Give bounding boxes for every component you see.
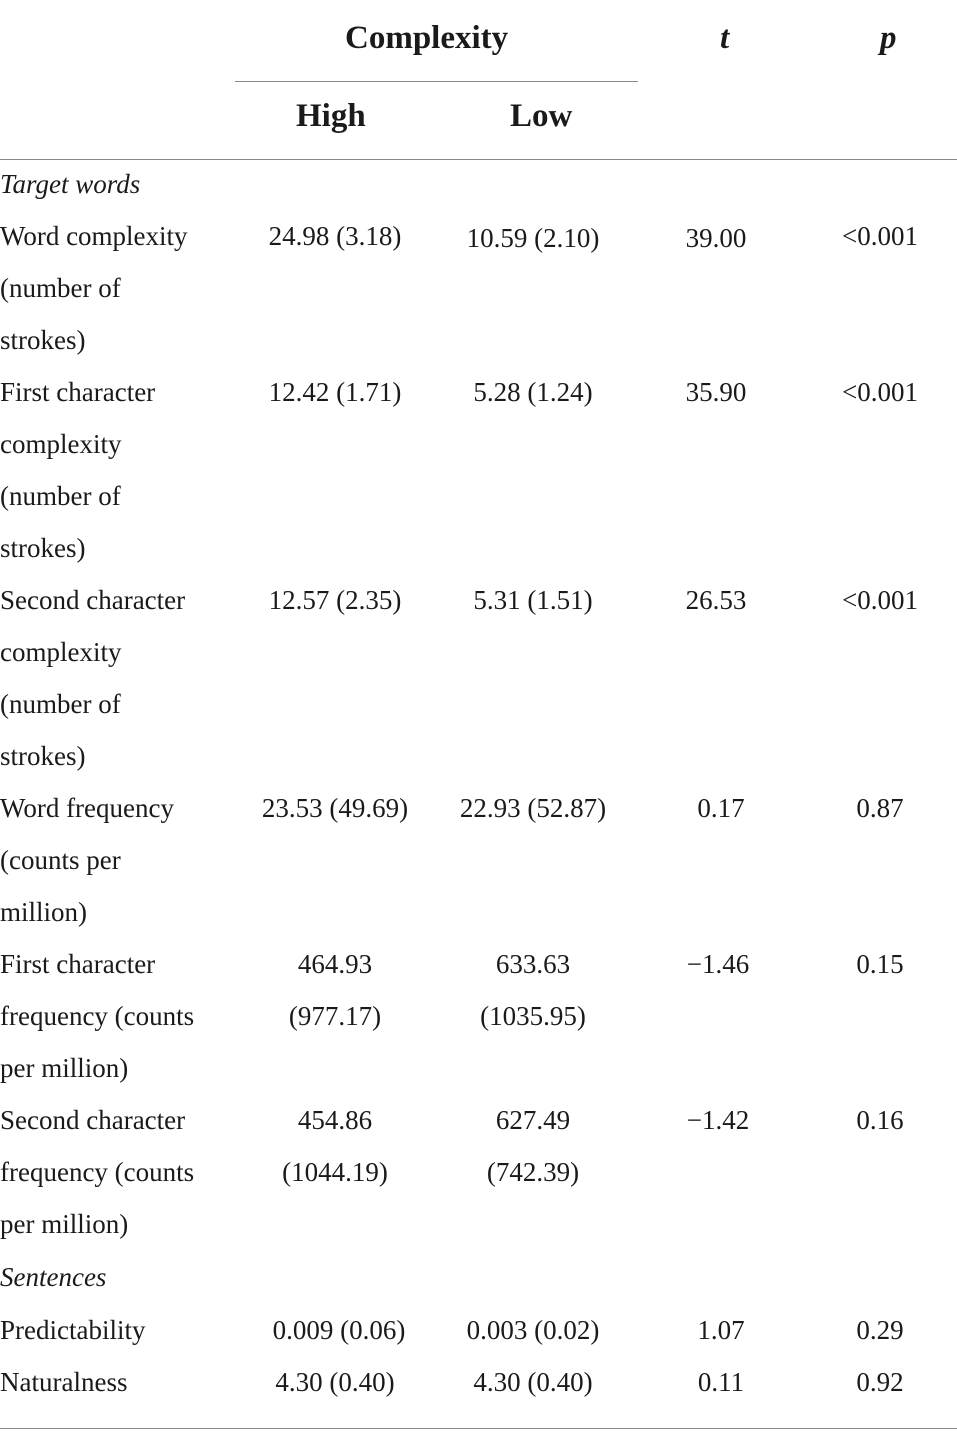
cell-p: 0.29 xyxy=(856,1315,904,1345)
cell-t: −1.46 xyxy=(686,949,750,979)
cell-high: 24.98 (3.18) xyxy=(268,221,402,251)
cell-high: 23.53 (49.69) xyxy=(261,793,409,823)
header-t: t xyxy=(720,20,730,56)
cell-high: (1044.19) xyxy=(282,1157,388,1187)
cell-low: (1035.95) xyxy=(480,1001,586,1031)
row-label-line: complexity xyxy=(0,429,122,459)
cell-t: 35.90 xyxy=(685,377,747,407)
row-label-line: strokes) xyxy=(0,741,86,771)
cell-low: 4.30 (0.40) xyxy=(473,1367,593,1397)
row-label-line: Naturalness xyxy=(0,1367,128,1397)
row-label-line: First character xyxy=(0,377,156,407)
row-label-line: Predictability xyxy=(0,1315,146,1345)
cell-high: 12.42 (1.71) xyxy=(268,377,402,407)
row-label-line: complexity xyxy=(0,637,122,667)
row-label-line: frequency (counts xyxy=(0,1001,195,1031)
header-complexity: Complexity xyxy=(345,20,509,56)
cell-low: 633.63 xyxy=(495,949,571,979)
cell-p: <0.001 xyxy=(842,221,918,251)
cell-p: 0.87 xyxy=(856,793,904,823)
row-label-line: (number of xyxy=(0,481,121,511)
cell-t: −1.42 xyxy=(686,1105,750,1135)
row-label-line: strokes) xyxy=(0,533,86,563)
header-p: p xyxy=(880,20,897,56)
cell-t: 0.11 xyxy=(697,1367,745,1397)
row-label-line: First character xyxy=(0,949,156,979)
cell-high: 454.86 xyxy=(297,1105,373,1135)
cell-t: 1.07 xyxy=(697,1315,745,1345)
row-label-line: Word frequency xyxy=(0,793,174,823)
complexity-underline xyxy=(235,81,638,82)
row-label-line: (number of xyxy=(0,273,121,303)
cell-high: 464.93 xyxy=(297,949,373,979)
bottom-rule xyxy=(0,1428,957,1429)
cell-p: 0.16 xyxy=(856,1105,904,1135)
section-sentences: Sentences xyxy=(0,1262,107,1292)
header-rule xyxy=(0,159,957,160)
row-label-line: Word complexity xyxy=(0,221,188,251)
cell-p: 0.92 xyxy=(856,1367,904,1397)
row-label-line: per million) xyxy=(0,1209,129,1239)
row-label-line: per million) xyxy=(0,1053,129,1083)
cell-low: 10.59 (2.10) xyxy=(466,223,600,253)
header-low: Low xyxy=(510,98,573,134)
cell-t: 0.17 xyxy=(697,793,745,823)
header-high: High xyxy=(296,98,366,134)
row-label-line: (counts per xyxy=(0,845,121,875)
cell-low: 22.93 (52.87) xyxy=(459,793,607,823)
cell-low: 5.31 (1.51) xyxy=(473,585,593,615)
cell-t: 39.00 xyxy=(685,223,747,253)
row-label-line: Second character xyxy=(0,1105,186,1135)
cell-low: 0.003 (0.02) xyxy=(466,1315,600,1345)
cell-p: <0.001 xyxy=(842,377,918,407)
cell-low: 5.28 (1.24) xyxy=(473,377,593,407)
row-label-line: (number of xyxy=(0,689,121,719)
section-target-words: Target words xyxy=(0,169,141,199)
cell-p: 0.15 xyxy=(856,949,904,979)
cell-high: 12.57 (2.35) xyxy=(268,585,402,615)
cell-high: 0.009 (0.06) xyxy=(272,1315,406,1345)
row-label-line: frequency (counts xyxy=(0,1157,195,1187)
cell-high: 4.30 (0.40) xyxy=(275,1367,395,1397)
row-label-line: Second character xyxy=(0,585,186,615)
cell-high: (977.17) xyxy=(288,1001,382,1031)
cell-p: <0.001 xyxy=(842,585,918,615)
row-label-line: strokes) xyxy=(0,325,86,355)
row-label-line: million) xyxy=(0,897,87,927)
cell-low: (742.39) xyxy=(486,1157,580,1187)
cell-low: 627.49 xyxy=(495,1105,571,1135)
cell-t: 26.53 xyxy=(685,585,747,615)
